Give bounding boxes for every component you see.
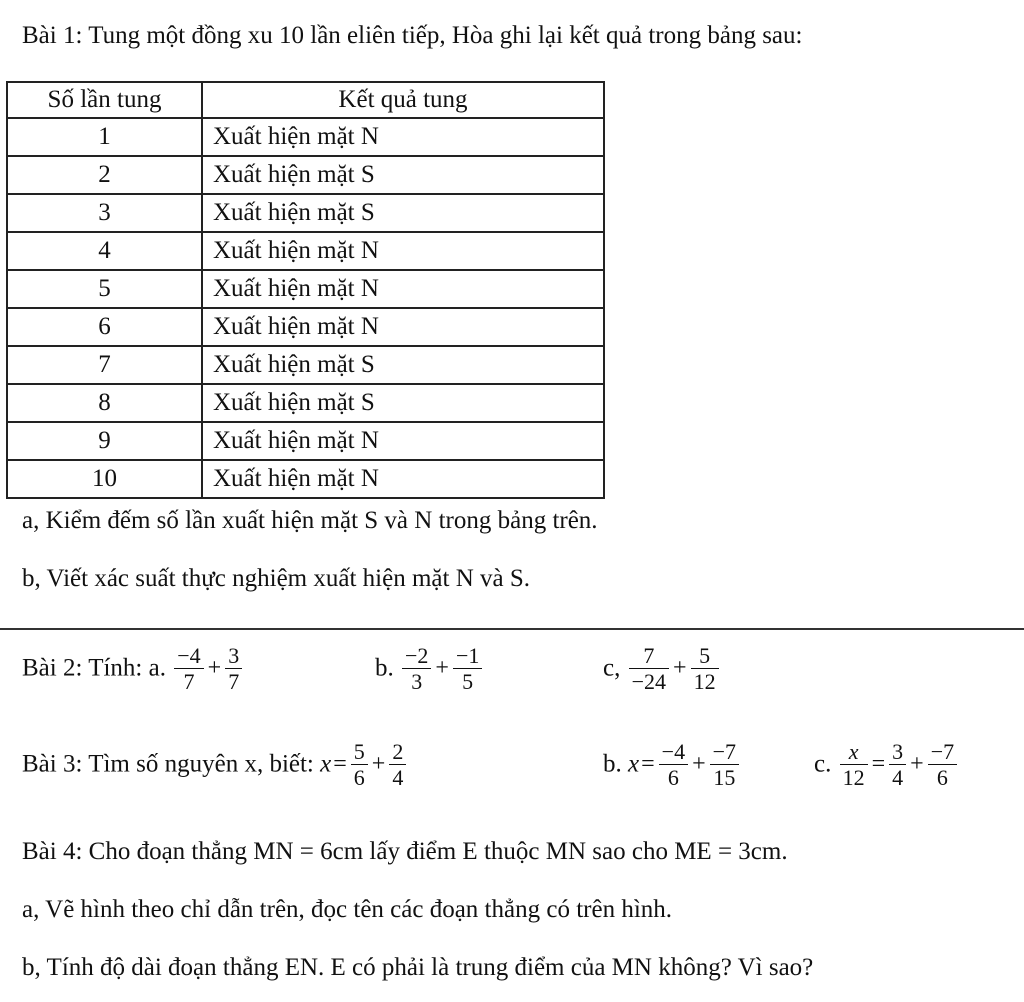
bai3-part-c — [814, 740, 959, 789]
numerator: 7 — [629, 644, 669, 669]
numerator: −4 — [659, 740, 688, 765]
toss-result: Xuất hiện mặt N — [202, 422, 604, 460]
equals-sign: = — [333, 751, 347, 778]
toss-result: Xuất hiện mặt N — [202, 270, 604, 308]
bai3-label: Bài 3: Tìm số nguyên x, biết: — [22, 750, 314, 778]
bai2-part-c — [603, 644, 721, 693]
denominator: 15 — [713, 765, 736, 791]
plus-sign: + — [692, 751, 706, 778]
toss-number: 3 — [7, 194, 202, 232]
toss-number: 6 — [7, 308, 202, 346]
table-row — [7, 270, 604, 308]
toss-number: 8 — [7, 384, 202, 422]
bai3-part-b — [603, 740, 741, 789]
denominator: −24 — [631, 669, 667, 695]
denominator: 12 — [842, 765, 865, 791]
toss-result: Xuất hiện mặt S — [202, 194, 604, 232]
toss-number: 7 — [7, 346, 202, 384]
table-row — [7, 194, 604, 232]
table-row — [7, 384, 604, 422]
fraction — [389, 740, 406, 789]
results-table — [6, 81, 605, 499]
toss-number: 5 — [7, 270, 202, 308]
fraction — [174, 644, 203, 693]
equals-sign: = — [641, 751, 655, 778]
denominator: 12 — [693, 669, 716, 695]
toss-number: 10 — [7, 460, 202, 498]
fraction — [453, 644, 482, 693]
variable-x: x — [320, 750, 332, 778]
numerator: 2 — [389, 740, 406, 765]
fraction — [351, 740, 368, 789]
bai2-row — [22, 644, 244, 693]
fraction — [402, 644, 431, 693]
fraction — [629, 644, 669, 693]
bai4-part-b: b, Tính độ dài đoạn thẳng EN. E có phải là trung điểm của MN không? Vì sao? — [22, 954, 814, 981]
numerator: 5 — [691, 644, 719, 669]
numerator: 3 — [889, 740, 906, 765]
numerator: −7 — [710, 740, 739, 765]
header-toss-number: Số lần tung — [7, 82, 202, 118]
table-row — [7, 460, 604, 498]
toss-result: Xuất hiện mặt N — [202, 308, 604, 346]
fraction — [889, 740, 906, 789]
equals-sign: = — [871, 751, 886, 778]
fraction — [928, 740, 957, 789]
bai2-label: Bài 2: Tính: a. — [22, 654, 166, 682]
table-row — [7, 308, 604, 346]
toss-result: Xuất hiện mặt S — [202, 384, 604, 422]
toss-result: Xuất hiện mặt S — [202, 346, 604, 384]
bai2-part-b — [375, 644, 484, 693]
bai3-c-label: c. — [814, 750, 832, 778]
plus-sign: + — [673, 655, 687, 682]
denominator: 4 — [392, 765, 404, 791]
bai2-c-label: c, — [603, 654, 621, 682]
toss-result: Xuất hiện mặt N — [202, 118, 604, 156]
numerator: x — [840, 740, 868, 765]
fraction — [710, 740, 739, 789]
denominator: 4 — [892, 765, 904, 791]
bai2-b-label: b. — [375, 654, 394, 682]
plus-sign: + — [910, 751, 924, 778]
section-divider — [0, 628, 1024, 630]
bai3-b-label: b. — [603, 750, 622, 778]
bai1-part-b: b, Viết xác suất thực nghiệm xuất hiện mặt N và S. — [22, 565, 531, 592]
variable-x: x — [628, 750, 640, 778]
bai3-row — [22, 740, 408, 789]
toss-result: Xuất hiện mặt N — [202, 232, 604, 270]
table-header-row — [7, 82, 604, 118]
fraction — [840, 740, 868, 789]
toss-result: Xuất hiện mặt N — [202, 460, 604, 498]
denominator: 7 — [228, 669, 240, 695]
plus-sign: + — [371, 751, 386, 778]
bai4-part-a: a, Vẽ hình theo chỉ dẫn trên, đọc tên các đoạn thẳng có trên hình. — [22, 896, 673, 923]
table-row — [7, 232, 604, 270]
numerator: −2 — [402, 644, 431, 669]
denominator: 5 — [462, 669, 474, 695]
numerator: −1 — [453, 644, 482, 669]
toss-number: 9 — [7, 422, 202, 460]
denominator: 6 — [667, 765, 679, 791]
table-row — [7, 118, 604, 156]
table-row — [7, 422, 604, 460]
table-row — [7, 346, 604, 384]
numerator: −4 — [174, 644, 203, 669]
bai4-title: Bài 4: Cho đoạn thẳng MN = 6cm lấy điểm E thuộc MN sao cho ME = 3cm. — [22, 838, 788, 865]
numerator: 3 — [225, 644, 242, 669]
plus-sign: + — [207, 655, 222, 682]
bai1-title: Bài 1: Tung một đồng xu 10 lần eliên tiếp, Hòa ghi lại kết quả trong bảng sau: — [22, 22, 803, 49]
fraction — [691, 644, 719, 693]
toss-number: 4 — [7, 232, 202, 270]
table-row — [7, 156, 604, 194]
denominator: 6 — [936, 765, 948, 791]
denominator: 3 — [411, 669, 423, 695]
numerator: −7 — [928, 740, 957, 765]
toss-number: 1 — [7, 118, 202, 156]
plus-sign: + — [435, 655, 449, 682]
numerator: 5 — [351, 740, 368, 765]
fraction — [225, 644, 242, 693]
denominator: 7 — [183, 669, 195, 695]
fraction — [659, 740, 688, 789]
bai1-part-a: a, Kiểm đếm số lần xuất hiện mặt S và N trong bảng trên. — [22, 507, 598, 534]
toss-number: 2 — [7, 156, 202, 194]
denominator: 6 — [353, 765, 365, 791]
header-toss-result: Kết quả tung — [202, 82, 604, 118]
toss-result: Xuất hiện mặt S — [202, 156, 604, 194]
